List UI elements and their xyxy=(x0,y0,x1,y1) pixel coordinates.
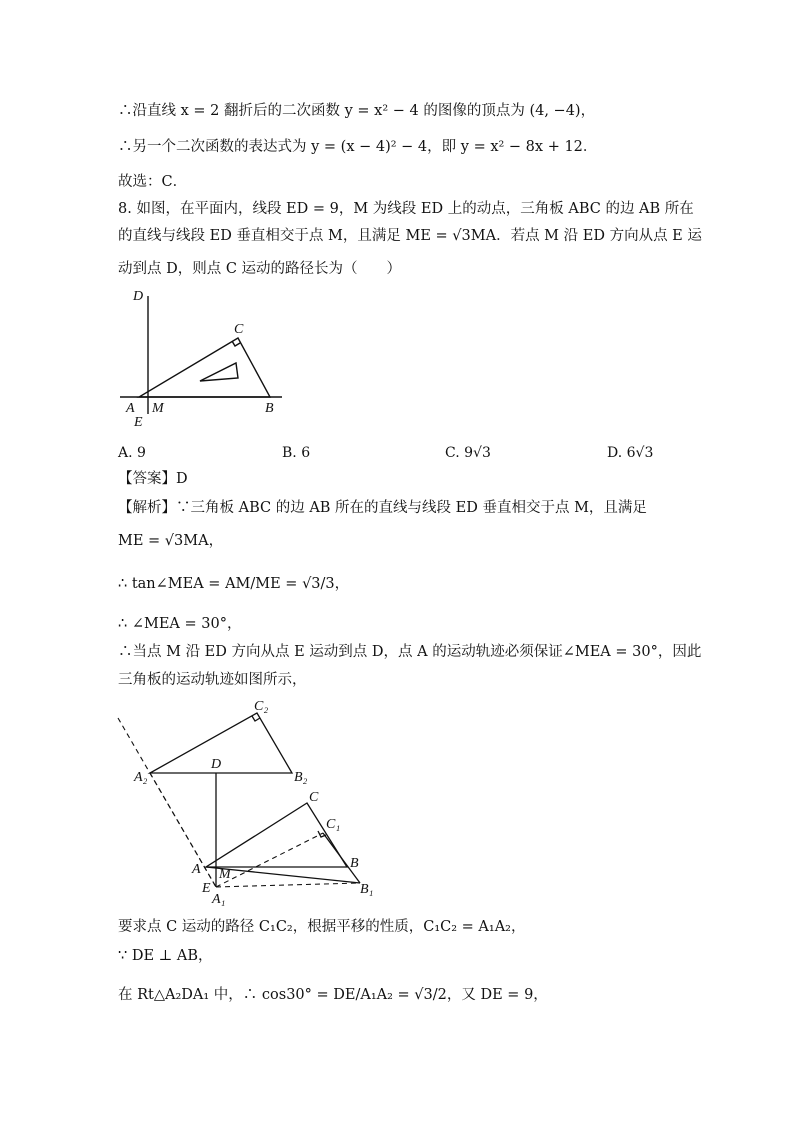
fig2-label-A2: A₂ xyxy=(134,770,148,785)
fig2-label-A: A xyxy=(192,862,201,877)
fig2-label-M: M xyxy=(219,867,231,882)
text-line-vertex: ∴沿直线 x = 2 翻折后的二次函数 y = x² − 4 的图像的顶点为 (4, −4)， xyxy=(118,103,596,119)
fig1-label-A: A xyxy=(126,401,135,416)
solution-line-8: ∵ DE ⊥ AB， xyxy=(118,948,213,964)
question-line-1: 8. 如图，在平面内，线段 ED = 9，M 为线段 ED 上的动点，三角板 ABC 的边 AB 所在 xyxy=(118,201,694,217)
option-a: A. 9 xyxy=(118,445,146,461)
fig2-label-E: E xyxy=(202,881,211,896)
question-line-3: 动到点 D，则点 C 运动的路径长为（ ） xyxy=(118,261,402,277)
option-b: B. 6 xyxy=(282,445,311,461)
solution-line-6: 三角板的运动轨迹如图所示， xyxy=(118,672,307,688)
solution-line-9: 在 Rt△A₂DA₁ 中，∴ cos30° = DE/A₁A₂ = √3/2，又 DE = 9， xyxy=(118,987,548,1003)
option-c: C. 9√3 xyxy=(445,445,491,461)
text-line-choice: 故选：C． xyxy=(118,174,188,190)
fig2-label-C: C xyxy=(309,790,319,805)
solution-line-5: ∴当点 M 沿 ED 方向从点 E 运动到点 D，点 A 的运动轨迹必须保证∠MEA = 30°，因此 xyxy=(118,644,702,660)
solution-line-2: ME = √3MA， xyxy=(118,533,224,549)
fig1-label-C: C xyxy=(234,322,244,337)
fig2-label-B: B xyxy=(350,856,359,871)
fig2-label-C2: C₂ xyxy=(254,699,269,714)
solution-line-4: ∴ ∠MEA = 30°， xyxy=(118,616,242,632)
fig1-label-B: B xyxy=(265,401,274,416)
fig2-label-C1: C₁ xyxy=(326,817,341,832)
fig2-label-B2: B₂ xyxy=(294,770,308,785)
option-d: D. 6√3 xyxy=(607,445,654,461)
question-line-2: 的直线与线段 ED 垂直相交于点 M，且满足 ME = √3MA．若点 M 沿 ED 方向从点 E 运 xyxy=(118,228,702,244)
answer-line: 【答案】D xyxy=(118,471,188,487)
fig2-label-A1: A₁ xyxy=(212,892,226,907)
solution-line-1: 【解析】∵三角板 ABC 的边 AB 所在的直线与线段 ED 垂直相交于点 M，且满足 xyxy=(118,500,647,516)
fig2-label-B1: B₁ xyxy=(360,882,374,897)
solution-line-3: ∴ tan∠MEA = AM/ME = √3/3， xyxy=(118,576,350,592)
solution-line-7: 要求点 C 运动的路径 C₁C₂，根据平移的性质，C₁C₂ = A₁A₂， xyxy=(118,919,526,935)
fig1-label-M: M xyxy=(152,401,164,416)
text-line-expression: ∴另一个二次函数的表达式为 y = (x − 4)² − 4，即 y = x² − 8x + 12． xyxy=(118,139,598,155)
fig2-label-D: D xyxy=(211,757,222,772)
fig1-label-D: D xyxy=(133,289,144,304)
fig1-label-E: E xyxy=(134,415,143,430)
